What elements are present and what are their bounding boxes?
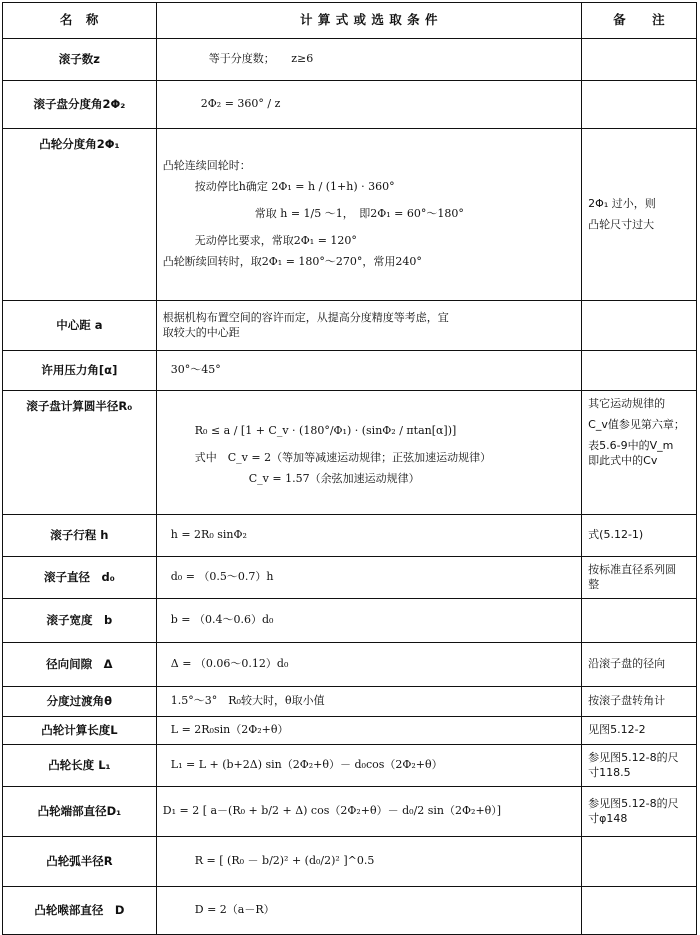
header-name: 名 称: [3, 3, 157, 39]
row-note: 按滚子盘转角计: [582, 687, 697, 717]
row-name: 凸轮长度 L₁: [3, 745, 157, 787]
row-formula: R₀ ≤ a / [1 + C_v · (180°/Φ₁) · (sinΦ₂ / πtan[α])] 式中 C_v = 2（等加等减速运动规律；正弦加速运动规律） C_v = 1.57（余弦加速运动规律）: [156, 391, 581, 515]
row-name: 凸轮弧半径R: [3, 837, 157, 887]
row-name: 凸轮喉部直径 D: [3, 887, 157, 935]
row-note: 参见图5.12-8的尺 寸φ148: [582, 787, 697, 837]
table-row: [3, 717, 697, 745]
row-note: 沿滚子盘的径向: [582, 643, 697, 687]
row-name: 径向间隙 Δ: [3, 643, 157, 687]
row-name: 滚子盘分度角2Φ₂: [3, 81, 157, 129]
table-row: [3, 599, 697, 643]
parameter-table: [2, 2, 697, 935]
table-row: [3, 301, 697, 351]
row-name: 滚子盘计算圆半径R₀: [3, 391, 157, 515]
row-note: 2Φ₁ 过小，则 凸轮尺寸过大: [582, 129, 697, 301]
header-note: 备 注: [582, 3, 697, 39]
row-name: 滚子行程 h: [3, 515, 157, 557]
table-row: [3, 557, 697, 599]
row-name: 凸轮分度角2Φ₁: [3, 129, 157, 301]
table-row: [3, 687, 697, 717]
row-formula: L = 2R₀sin（2Φ₂+θ）: [156, 717, 581, 745]
row-formula: 30°～45°: [156, 351, 581, 391]
table-row: [3, 837, 697, 887]
row-note: [582, 39, 697, 81]
row-formula: 根据机构布置空间的容许而定，从提高分度精度等考虑，宜 取较大的中心距: [156, 301, 581, 351]
row-formula: 1.5°～3° R₀较大时，θ取小值: [156, 687, 581, 717]
row-formula: R = [ (R₀ － b/2)² + (d₀/2)² ]^0.5: [156, 837, 581, 887]
row-note: [582, 837, 697, 887]
row-name: 凸轮计算长度L: [3, 717, 157, 745]
row-note: [582, 887, 697, 935]
table-header-row: [3, 3, 697, 39]
table-row: [3, 745, 697, 787]
row-note: [582, 81, 697, 129]
table-row: [3, 787, 697, 837]
row-formula: 2Φ₂ = 360° / z: [156, 81, 581, 129]
table-row: [3, 515, 697, 557]
table-row: [3, 81, 697, 129]
row-formula: 凸轮连续回轮时： 按动停比h确定 2Φ₁ = h / (1+h) · 360° 常取 h = 1/5 ～1， 即2Φ₁ = 60°～180° 无动停比要求，常取2Φ₁ = 120° 凸轮断续回转时，取2Φ₁ = 180°～270°，常用240°: [156, 129, 581, 301]
row-formula: D = 2（a－R）: [156, 887, 581, 935]
row-note: 其它运动规律的 C_v值参见第六章； 表5.6-9中的V_m 即此式中的Cv: [582, 391, 697, 515]
header-formula: 计 算 式 或 选 取 条 件: [156, 3, 581, 39]
row-formula: Δ = （0.06～0.12）d₀: [156, 643, 581, 687]
row-name: 中心距 a: [3, 301, 157, 351]
row-name: 许用压力角[α]: [3, 351, 157, 391]
table-row: [3, 887, 697, 935]
table-row: [3, 39, 697, 81]
row-note: 见图5.12-2: [582, 717, 697, 745]
row-note: [582, 301, 697, 351]
row-note: 按标准直径系列圆 整: [582, 557, 697, 599]
row-name: 滚子宽度 b: [3, 599, 157, 643]
table-row: [3, 643, 697, 687]
row-formula: L₁ = L + (b+2Δ) sin（2Φ₂+θ）－ d₀cos（2Φ₂+θ）: [156, 745, 581, 787]
row-formula: b = （0.4～0.6）d₀: [156, 599, 581, 643]
table-row: [3, 351, 697, 391]
row-note: 参见图5.12-8的尺 寸118.5: [582, 745, 697, 787]
row-formula: D₁ = 2 [ a－(R₀ + b/2 + Δ) cos（2Φ₂+θ）－ d₀/2 sin（2Φ₂+θ）]: [156, 787, 581, 837]
row-formula: h = 2R₀ sinΦ₂: [156, 515, 581, 557]
row-note: [582, 351, 697, 391]
row-name: 分度过渡角θ: [3, 687, 157, 717]
table-row: [3, 129, 697, 301]
row-name: 滚子直径 d₀: [3, 557, 157, 599]
table-row: [3, 391, 697, 515]
row-formula: 等于分度数； z≥6: [156, 39, 581, 81]
row-name: 滚子数z: [3, 39, 157, 81]
row-name: 凸轮端部直径D₁: [3, 787, 157, 837]
row-note: 式(5.12-1): [582, 515, 697, 557]
row-note: [582, 599, 697, 643]
row-formula: d₀ = （0.5～0.7）h: [156, 557, 581, 599]
